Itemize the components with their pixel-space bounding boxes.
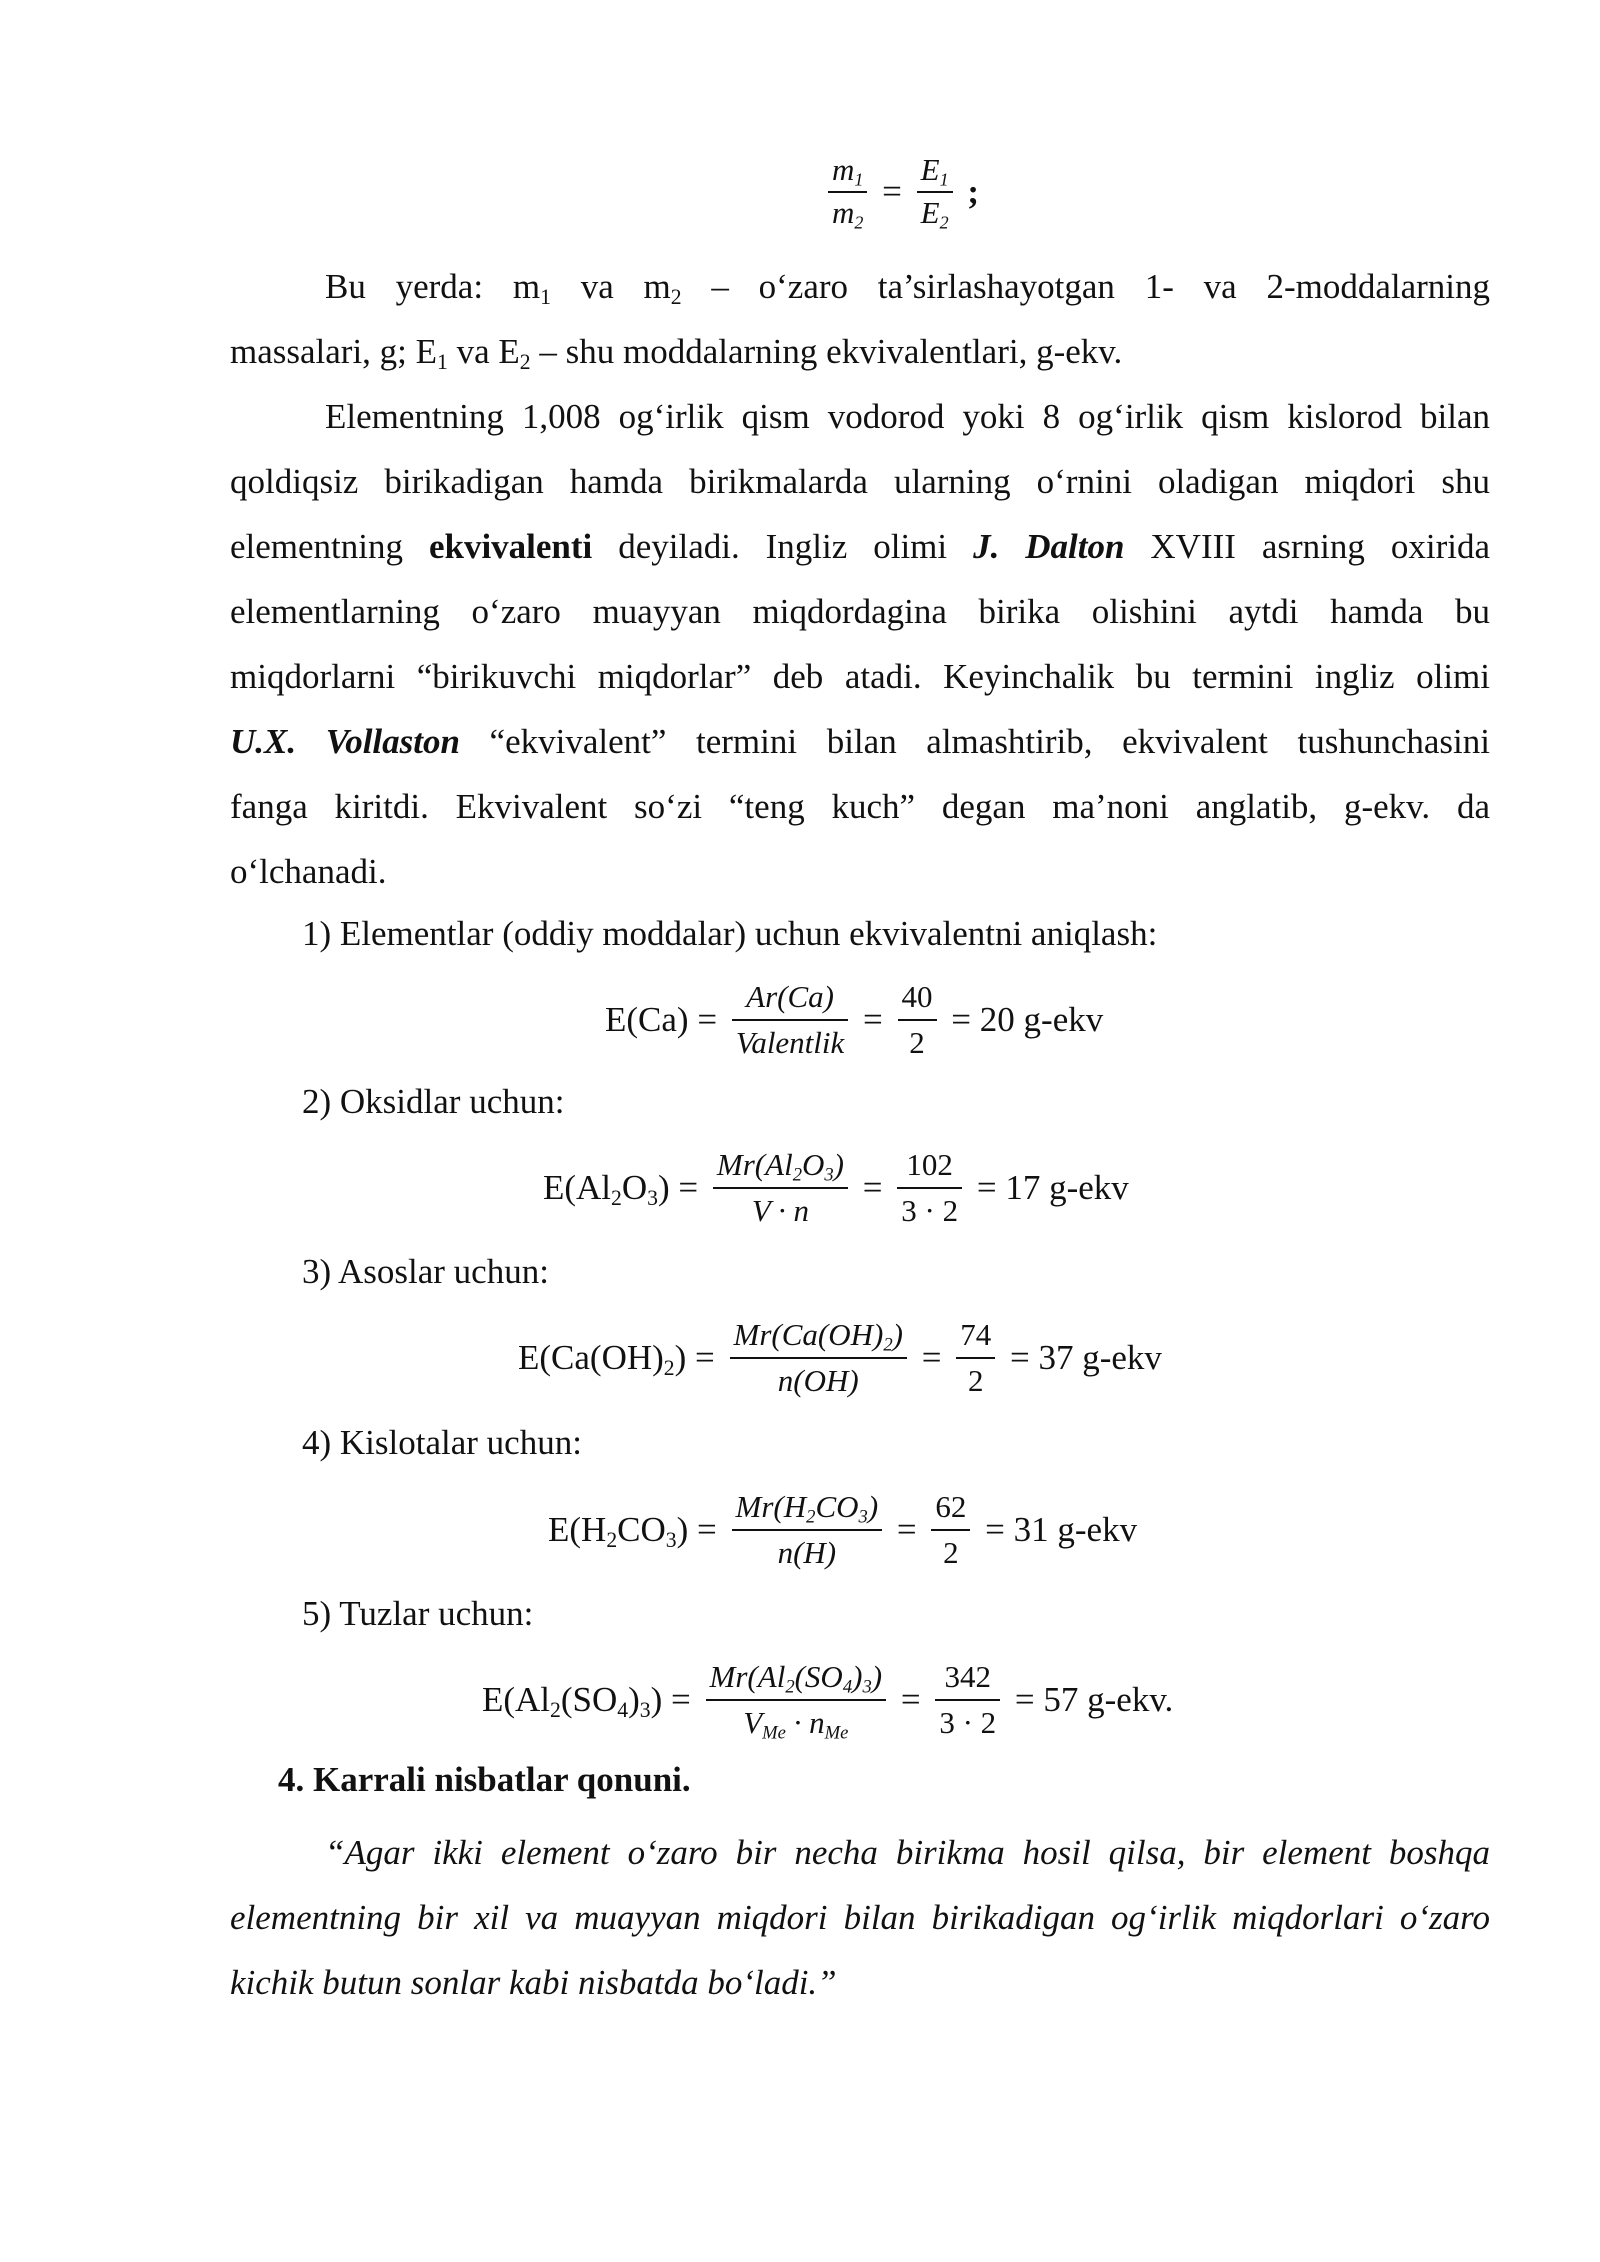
text-line: “Agar ikki element o‘zaro bir necha birikma hosil qilsa, bir element boshqa xyxy=(325,1833,1490,1872)
text-line: Bu yerda: $m_1$ va $m_2$ – o‘zaro ta’sirlashayotgan 1- va 2-moddalarning xyxy=(325,267,1490,310)
fraction: $\frac{342}{3 \cdot 2}$ xyxy=(935,1655,1000,1745)
formula-al2o3: $E(Al_2O_3)$ = $\frac{Mr(Al2O3)}{V \cdot n}$ = $\frac{102}{3 \cdot 2}$ = 17 g-ekv xyxy=(543,1143,1129,1233)
fraction: $\frac{Mr(Ca(OH)2)}{n(OH)}$ xyxy=(730,1313,907,1403)
formula-h2co3: $E(H_2CO_3)$ = $\frac{Mr(H2CO3)}{n(H)}$ = $\frac{62}{2}$ = 31 g-ekv xyxy=(548,1485,1137,1575)
text-line: o‘lchanadi. xyxy=(230,852,387,891)
text-line: elementning ekvivalenti deyiladi. Ingliz olimi J. Dalton XVIII asrning oxirida xyxy=(230,527,1490,566)
text-line: U.X. Vollaston “ekvivalent” termini bilan almashtirib, ekvivalent tushunchasini xyxy=(230,722,1490,761)
fraction: $\frac{40}{2}$ xyxy=(898,975,937,1065)
fraction: $\frac{62}{2}$ xyxy=(931,1485,970,1575)
ratio-formula: $\frac{m1}{m2}$ = $\frac{E1}{E2}$ ; xyxy=(822,150,979,234)
text-line: Elementning 1,008 og‘irlik qism vodorod yoki 8 og‘irlik qism kislorod bilan xyxy=(325,397,1490,436)
mass-fraction: $\frac{m1}{m2}$ xyxy=(828,150,867,234)
fraction: $\frac{Ar(Ca)}{\text{Valentlik}}$ xyxy=(732,975,848,1065)
section-heading: 4. Karrali nisbatlar qonuni. xyxy=(278,1760,691,1799)
fraction: $\frac{Mr(Al2(SO4)3)}{\text{VMe · nMe}}$ xyxy=(706,1655,887,1745)
law-quote xyxy=(230,1820,1490,2015)
text-line: kichik butun sonlar kabi nisbatda bo‘ladi.” xyxy=(230,1963,837,2002)
paragraph-legend xyxy=(230,254,1490,384)
item-elements: 1) Elementlar (oddiy moddalar) uchun ekvivalentni aniqlash: xyxy=(302,914,1158,953)
item-bases: 3) Asoslar uchun: xyxy=(302,1252,549,1291)
text-line: massalari, g; $E_1$ va $E_2$ – shu moddalarning ekvivalentlari, g-ekv. xyxy=(230,332,1123,375)
text-line: miqdorlarni “birikuvchi miqdorlar” deb atadi. Keyinchalik bu termini ingliz olimi xyxy=(230,657,1490,696)
fraction: $\frac{Mr(Al2O3)}{V \cdot n}$ xyxy=(713,1143,848,1233)
text-line: qoldiqsiz birikadigan hamda birikmalarda ularning o‘rnini oladigan miqdori shu xyxy=(230,462,1490,501)
formula-ca: E(Ca) = $\frac{Ar(Ca)}{\text{Valentlik}}$ = $\frac{40}{2}$ = 20 g-ekv xyxy=(605,975,1103,1065)
item-salts: 5) Tuzlar uchun: xyxy=(302,1594,534,1633)
equivalent-fraction: $\frac{E1}{E2}$ xyxy=(917,150,953,234)
fraction: $\frac{Mr(H2CO3)}{n(H)}$ xyxy=(732,1485,883,1575)
paragraph-definition xyxy=(230,384,1490,904)
formula-al2so43: $E(Al_2(SO_4)_3)$ = $\frac{Mr(Al2(SO4)3)}{\text{VMe · nMe}}$ = $\frac{342}{3 \cdot 2}$ = 57 g-ekv. xyxy=(482,1655,1173,1745)
fraction: $\frac{102}{3 \cdot 2}$ xyxy=(897,1143,962,1233)
formula-caoh2: $E(Ca(OH)_2)$ = $\frac{Mr(Ca(OH)2)}{n(OH)}$ = $\frac{74}{2}$ = 37 g-ekv xyxy=(518,1313,1162,1403)
item-acids: 4) Kislotalar uchun: xyxy=(302,1423,582,1462)
item-oxides: 2) Oksidlar uchun: xyxy=(302,1082,565,1121)
text-line: elementning bir xil va muayyan miqdori bilan birikadigan og‘irlik miqdorlari o‘zaro xyxy=(230,1898,1490,1937)
text-line: fanga kiritdi. Ekvivalent so‘zi “teng kuch” degan ma’noni anglatib, g-ekv. da xyxy=(230,787,1490,826)
text-line: elementlarning o‘zaro muayyan miqdordagina birika olishini aytdi hamda bu xyxy=(230,592,1490,631)
fraction: $\frac{74}{2}$ xyxy=(956,1313,995,1403)
